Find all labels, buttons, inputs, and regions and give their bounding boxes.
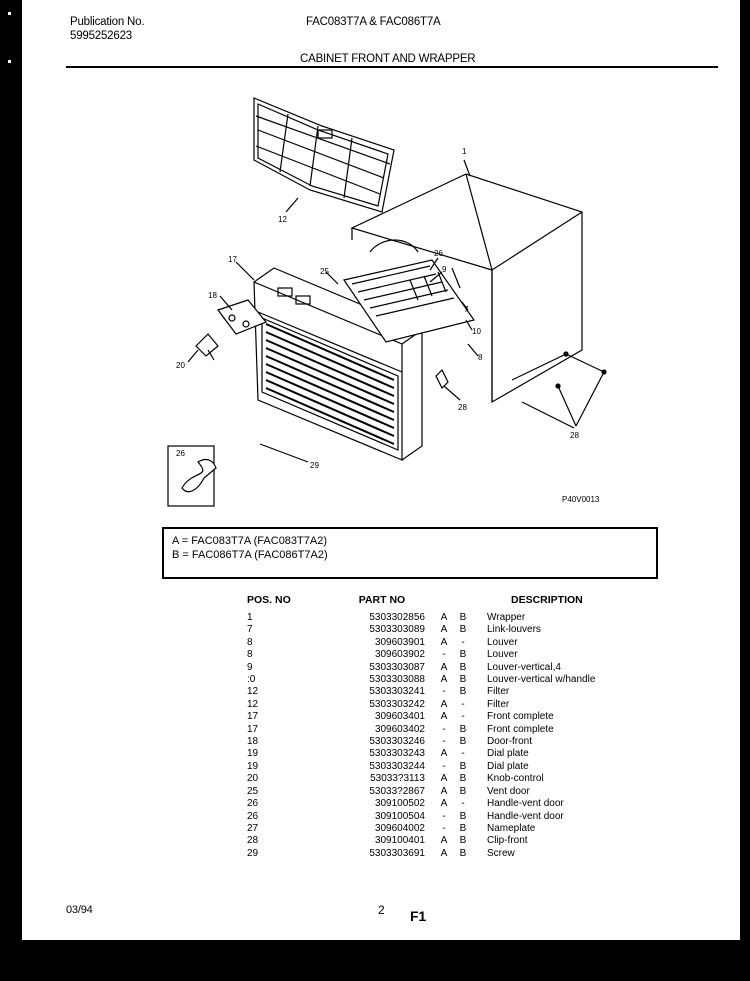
pos-cell: 17: [247, 711, 259, 723]
table-row: [247, 848, 595, 860]
pos-cell: 18: [247, 736, 259, 748]
pos-cell: 7: [247, 624, 253, 636]
model-a-cell: A: [440, 698, 448, 710]
callout-20: 20: [176, 361, 185, 370]
model-a-cell: A: [440, 612, 448, 623]
description-cell: Louver-vertical w/handle: [487, 674, 596, 686]
description-cell: Dial plate: [487, 760, 529, 772]
pos-cell: 19: [247, 760, 259, 772]
pos-cell: 12: [247, 686, 259, 698]
description-cell: Louver: [487, 636, 518, 648]
part-number-cell: 309100504: [374, 810, 425, 822]
model-a-cell: A: [440, 785, 448, 797]
model-a-cell: A: [440, 835, 448, 847]
exploded-diagram: [22, 0, 740, 520]
parts-sheet: [22, 0, 740, 940]
table-row: [247, 662, 595, 674]
callout-9: 9: [442, 265, 447, 274]
pos-cell: :0: [247, 674, 256, 686]
part-number-cell: 5303303087: [369, 661, 425, 673]
part-number-cell: 53033?3113: [370, 773, 425, 785]
filter-part: [254, 98, 394, 212]
drawing-id: P40V0013: [562, 495, 600, 504]
model-a-cell: -: [442, 649, 446, 661]
table-row: [247, 773, 595, 785]
part-number-cell: 309603401: [374, 711, 425, 723]
model-b-cell: -: [461, 636, 465, 648]
model-legend: [162, 527, 658, 579]
section-title: CABINET FRONT AND WRAPPER: [300, 53, 476, 65]
part-number-cell: 5303302856: [369, 612, 425, 623]
model-b-cell: B: [459, 612, 467, 623]
model-b-cell: B: [459, 773, 467, 785]
scan-artifact: [8, 60, 11, 63]
footer-page: 2: [378, 903, 385, 917]
model-a-cell: A: [440, 674, 448, 686]
model-a-cell: -: [442, 810, 446, 822]
pos-cell: 28: [247, 835, 259, 847]
table-row: [247, 699, 595, 711]
table-row: [247, 612, 595, 624]
table-row: [247, 811, 595, 823]
table-row: [247, 835, 595, 847]
model-b-cell: B: [459, 760, 467, 772]
description-cell: Link-louvers: [487, 624, 541, 636]
callout-28: 28: [458, 403, 467, 412]
model-b-cell: B: [459, 674, 467, 686]
part-number-cell: 309603901: [374, 636, 425, 648]
pos-cell: 1: [247, 612, 253, 623]
model-b-cell: -: [461, 698, 465, 710]
callout-10: 10: [472, 327, 481, 336]
description-cell: Front complete: [487, 723, 554, 735]
callout-17: 17: [228, 255, 237, 264]
description-cell: Handle-vent door: [487, 810, 564, 822]
model-a-cell: A: [440, 798, 448, 810]
pos-cell: 9: [247, 661, 253, 673]
description-cell: Nameplate: [487, 822, 536, 834]
model-b-cell: -: [461, 748, 465, 760]
table-row: [247, 637, 595, 649]
description-cell: Handle-vent door: [487, 798, 564, 810]
model-b-cell: B: [459, 835, 467, 847]
screw-29-leader: [260, 444, 308, 462]
part-number-cell: 5303303243: [369, 748, 425, 760]
table-row: [247, 761, 595, 773]
table-row: [247, 711, 595, 723]
part-number-cell: 5303303244: [369, 760, 425, 772]
models-title: FAC083T7A & FAC086T7A: [306, 16, 441, 28]
part-number-cell: 5303303691: [369, 847, 425, 859]
description-cell: Door-front: [487, 736, 533, 748]
description-cell: Clip-front: [487, 835, 528, 847]
part-number-cell: 5303303089: [369, 624, 425, 636]
part-number-cell: 309604002: [374, 822, 425, 834]
pos-cell: 26: [247, 798, 259, 810]
footer-section: F1: [410, 908, 426, 924]
model-a-cell: -: [442, 723, 446, 735]
description-cell: Knob-control: [487, 773, 544, 785]
part-number-cell: 309100401: [374, 835, 425, 847]
model-b-cell: B: [459, 661, 467, 673]
header-desc: DESCRIPTION: [511, 594, 583, 606]
table-row: [247, 786, 595, 798]
model-a-cell: -: [442, 736, 446, 748]
pos-cell: 8: [247, 649, 253, 661]
model-b-cell: -: [461, 798, 465, 810]
description-cell: Front complete: [487, 711, 554, 723]
part-number-cell: 5303303088: [369, 674, 425, 686]
pos-cell: 27: [247, 822, 259, 834]
publication-label: Publication No.: [70, 16, 145, 28]
description-cell: Dial plate: [487, 748, 529, 760]
model-b-cell: B: [459, 847, 467, 859]
description-cell: Wrapper: [487, 612, 526, 623]
model-a-cell: A: [440, 773, 448, 785]
pos-cell: 29: [247, 847, 259, 859]
model-a-cell: A: [440, 748, 448, 760]
description-cell: Vent door: [487, 785, 530, 797]
table-row: [247, 736, 595, 748]
part-number-cell: 53033?2867: [369, 785, 425, 797]
callout-26-inset: 26: [176, 449, 185, 458]
table-row: [247, 624, 595, 636]
model-a-cell: A: [440, 847, 448, 859]
model-a-cell: A: [440, 624, 448, 636]
model-a: A = FAC083T7A (FAC083T7A2): [172, 535, 327, 547]
header-part: PART NO: [358, 594, 406, 606]
description-cell: Filter: [487, 698, 510, 710]
callout-18: 18: [208, 291, 217, 300]
model-a-cell: A: [440, 636, 448, 648]
description-cell: Filter: [487, 686, 510, 698]
model-b-cell: B: [459, 810, 467, 822]
pos-cell: 20: [247, 773, 259, 785]
model-a-cell: -: [442, 760, 446, 772]
callout-12: 12: [278, 215, 287, 224]
publication-number: 5995252623: [70, 30, 132, 42]
table-row: [247, 724, 595, 736]
model-b-cell: B: [459, 624, 467, 636]
footer-date: 03/94: [66, 904, 93, 916]
clip-front-part: [436, 370, 448, 388]
model-a-cell: A: [440, 661, 448, 673]
model-b-cell: -: [461, 711, 465, 723]
model-a-cell: -: [442, 822, 446, 834]
part-number-cell: 309603402: [374, 723, 425, 735]
callout-1: 1: [462, 147, 467, 156]
model-b-cell: B: [459, 736, 467, 748]
table-row: [247, 798, 595, 810]
description-cell: Louver: [487, 649, 518, 661]
model-b-cell: B: [459, 723, 467, 735]
table-row: [247, 674, 595, 686]
pos-cell: 17: [247, 723, 259, 735]
callout-28-right: 28: [570, 431, 579, 440]
description-cell: Louver-vertical,4: [487, 661, 561, 673]
callout-25: 25: [320, 267, 329, 276]
part-number-cell: 5303303242: [369, 698, 425, 710]
table-row: [247, 649, 595, 661]
part-number-cell: 5303303246: [369, 736, 425, 748]
part-number-cell: 309603902: [374, 649, 425, 661]
model-b: B = FAC086T7A (FAC086T7A2): [172, 549, 328, 561]
model-b-cell: B: [459, 822, 467, 834]
table-row: [247, 686, 595, 698]
pos-cell: 8: [247, 636, 253, 648]
pos-cell: 12: [247, 698, 259, 710]
pos-cell: 26: [247, 810, 259, 822]
pos-cell: 19: [247, 748, 259, 760]
callout-26: 26: [434, 249, 443, 258]
header-pos: POS. NO: [247, 594, 291, 606]
pos-cell: 25: [247, 785, 259, 797]
callout-8: 8: [478, 353, 483, 362]
scan-artifact: [8, 12, 11, 15]
part-number-cell: 309100502: [374, 798, 425, 810]
parts-table-header: [247, 594, 595, 612]
part-number-cell: 5303303241: [369, 686, 425, 698]
table-row: [247, 823, 595, 835]
model-b-cell: B: [459, 785, 467, 797]
table-row: [247, 748, 595, 760]
description-cell: Screw: [487, 847, 515, 859]
model-a-cell: A: [440, 711, 448, 723]
model-b-cell: B: [459, 649, 467, 661]
parts-table: [247, 594, 595, 860]
callout-29: 29: [310, 461, 319, 470]
model-b-cell: B: [459, 686, 467, 698]
model-a-cell: -: [442, 686, 446, 698]
callout-7: 7: [464, 305, 469, 314]
knob-part: [196, 334, 218, 360]
